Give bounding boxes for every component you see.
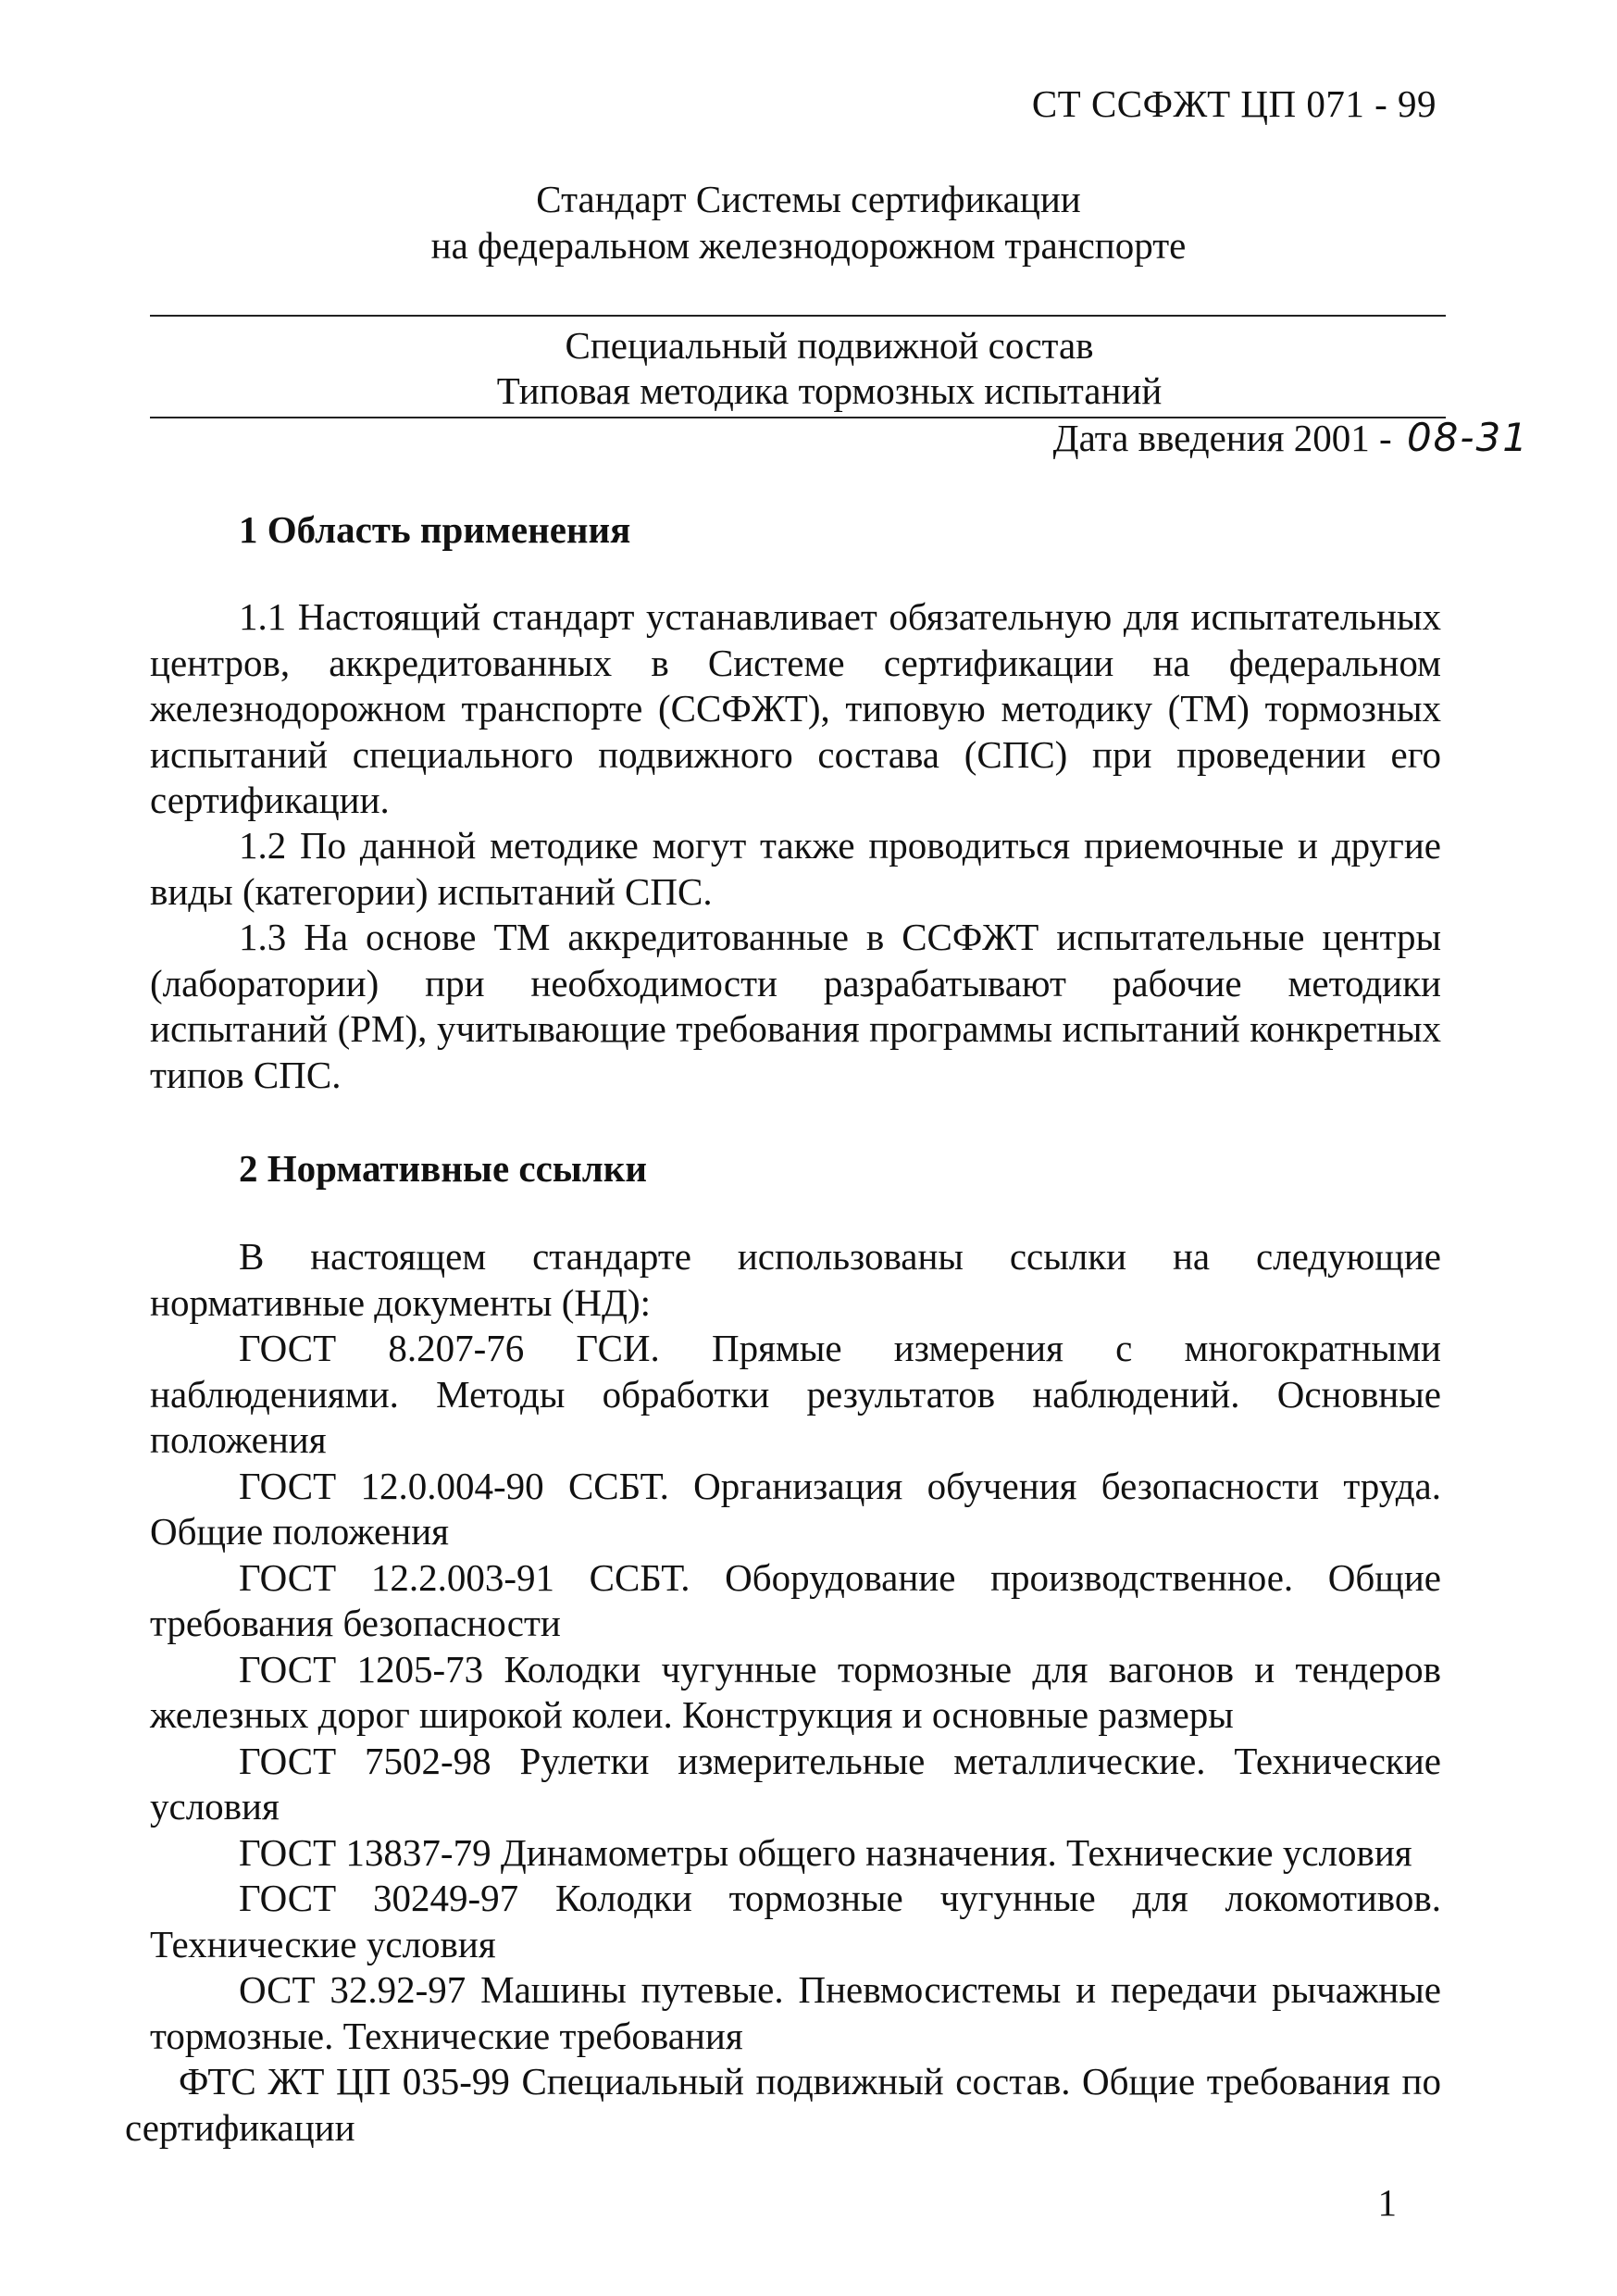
reference-item: ГОСТ 8.207-76 ГСИ. Прямые измерения с многократными наблюдениями. Методы обработки результатов наблюдений. Основные положения	[150, 1327, 1441, 1461]
document-code: СТ ССФЖТ ЦП 071 - 99	[1031, 82, 1437, 125]
reference-item: ГОСТ 13837-79 Динамометры общего назначения. Технические условия	[239, 1830, 1412, 1874]
reference-item: ОСТ 32.92-97 Машины путевые. Пневмосистемы и передачи рычажные тормозные. Технические требования	[150, 1968, 1441, 2057]
top-rule	[150, 315, 1446, 317]
paragraph-1-1: 1.1 Настоящий стандарт устанавливает обязательную для испытательных центров, аккредитованных в Системе сертификации на федеральном железнодорожном транспорте (ССФЖТ), типовую методику (ТМ) тормозных испытаний специального подвижного состава (СПС) при проведении его сертификации.	[150, 595, 1441, 821]
section2-heading: 2 Нормативные ссылки	[239, 1147, 648, 1190]
standard-title-line2: на федеральном железнодорожном транспорте	[430, 224, 1187, 267]
references-intro: В настоящем стандарте использованы ссылки на следующие нормативные документы (НД):	[150, 1235, 1441, 1324]
reference-item: ГОСТ 7502-98 Рулетки измерительные металлические. Технические условия	[150, 1739, 1441, 1828]
page-number: 1	[1377, 2181, 1397, 2224]
handwritten-date: 08-31	[1406, 415, 1529, 460]
reference-list	[125, 1326, 1441, 2151]
reference-item: ГОСТ 1205-73 Колодки чугунные тормозные для вагонов и тендеров железных дорог широкой колеи. Конструкция и основные размеры	[150, 1647, 1441, 1736]
standard-title-line1: Стандарт Системы сертификации	[536, 178, 1081, 220]
paragraph-1-3: 1.3 На основе ТМ аккредитованные в ССФЖТ испытательные центры (лаборатории) при необходимости разрабатывают рабочие методики испытаний (РМ), учитывающие требования программы испытаний конкретных типов СПС.	[150, 916, 1441, 1096]
section1-heading: 1 Область применения	[239, 508, 631, 551]
reference-item: ГОСТ 12.2.003-91 ССБТ. Оборудование производственное. Общие требования безопасности	[150, 1555, 1441, 1644]
reference-item: ФТС ЖТ ЦП 035-99 Специальный подвижный состав. Общие требования по сертификации	[125, 2060, 1441, 2149]
subtitle-line1: Специальный подвижной состав	[565, 324, 1094, 367]
reference-item: ГОСТ 12.0.004-90 ССБТ. Организация обучения безопасности труда. Общие положения	[150, 1464, 1441, 1553]
paragraph-1-2: 1.2 По данной методике могут также проводиться приемочные и другие виды (категории) испытаний СПС.	[150, 824, 1441, 913]
introduction-date	[1053, 415, 1529, 460]
subtitle-line2: Типовая методика тормозных испытаний	[496, 369, 1163, 412]
reference-item: ГОСТ 30249-97 Колодки тормозные чугунные для локомотивов. Технические условия	[150, 1877, 1441, 1965]
date-label: Дата введения 2001 -	[1052, 417, 1392, 459]
